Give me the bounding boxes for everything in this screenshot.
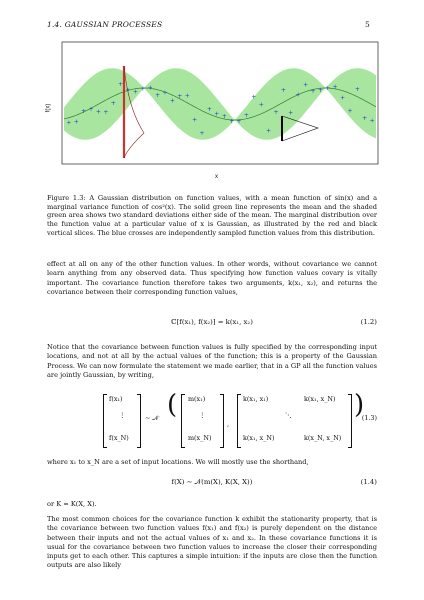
sample-cross: + — [295, 91, 301, 99]
sample-cross: + — [199, 130, 205, 138]
sample-cross: + — [332, 83, 338, 91]
equation-1-2 — [47, 318, 377, 330]
sample-cross: + — [317, 86, 323, 94]
sample-cross: + — [266, 127, 272, 135]
y-axis-label: f(x) — [45, 103, 52, 113]
sample-cross: + — [66, 119, 72, 127]
mat-k-NN: k(x_N, x_N) — [304, 434, 342, 442]
sample-cross: + — [340, 94, 346, 102]
vec-f-dots: ⋮ — [119, 411, 126, 419]
sample-cross: + — [229, 118, 235, 126]
vec-m-dots: ⋮ — [199, 411, 206, 419]
mat-k-11: k(x₁, x₁) — [243, 395, 269, 403]
sample-cross: + — [354, 85, 360, 93]
sample-cross: + — [347, 107, 353, 115]
mat-k-1N: k(x₁, x_N) — [304, 395, 336, 403]
paragraph-1: effect at all on any of the other function values. In other words, without covariance we cannot learn anything from any observed data. Thus specifying how function values covary is vitally important. The covariance function therefore takes two arguments, k(x₁, x₂), and returns the covariance between their corresponding function values, — [47, 260, 377, 296]
sample-cross: + — [243, 111, 249, 119]
equation-1-3-number: (1.3) — [361, 414, 377, 422]
gp-figure — [40, 38, 385, 188]
mat-k-N1: k(x₁, x_N) — [243, 434, 275, 442]
equation-1-2-number: (1.2) — [360, 318, 377, 326]
sample-cross: + — [325, 84, 331, 92]
sample-cross: + — [258, 101, 264, 109]
sample-cross: + — [118, 80, 124, 88]
mat-k-dots: ⋱ — [285, 411, 292, 419]
vec-f-last: f(x_N) — [109, 434, 129, 442]
equation-1-2-body: ℂ[f(x₁), f(x₂)] = k(x₁, x₂) — [171, 318, 253, 326]
sample-cross: + — [192, 116, 198, 124]
sample-cross: + — [236, 118, 242, 126]
sample-cross: + — [280, 87, 286, 95]
running-header-section: 1.4. GAUSSIAN PROCESSES — [47, 20, 163, 29]
equation-1-3: f(x₁) ⋮ f(x_N) ∼ 𝒩 ( m(x₁) ⋮ m(x_N) , k(x₁, x₁) k(x₁, x_N) ⋱ k(x₁, x_N) k(x_N, x_N) ) (1.3) — [47, 392, 377, 452]
sample-cross: + — [369, 117, 375, 125]
paragraph-4: or K = K(X, X). — [47, 500, 97, 508]
equation-1-4-body: f(X) ∼ 𝒩(m(X), K(X, X)) — [171, 478, 253, 486]
sample-cross: + — [140, 85, 146, 93]
sample-cross: + — [81, 108, 87, 116]
sim-normal: ∼ 𝒩 — [145, 414, 159, 422]
sample-cross: + — [206, 105, 212, 113]
equation-1-4 — [47, 478, 377, 490]
sample-cross: + — [177, 93, 183, 101]
vec-f-first: f(x₁) — [109, 395, 123, 403]
x-axis-label: x — [215, 174, 218, 180]
vec-m-first: m(x₁) — [188, 395, 206, 403]
paragraph-3: where x₁ to x_N are a set of input locations. We will mostly use the shorthand, — [47, 458, 309, 466]
sample-cross: + — [155, 92, 161, 100]
equation-1-4-number: (1.4) — [360, 478, 377, 486]
sample-cross: + — [147, 84, 153, 92]
sample-cross: + — [310, 87, 316, 95]
sample-cross: + — [73, 118, 79, 126]
sample-cross: + — [251, 93, 257, 101]
sample-cross: + — [110, 100, 116, 108]
sample-cross: + — [303, 81, 309, 89]
sample-cross: + — [169, 97, 175, 105]
sample-cross: + — [214, 110, 220, 118]
figure-caption: Figure 1.3: A Gaussian distribution on function values, with a mean function of sin(x) and a marginal variance function of cos²(x). The solid green line represents the mean and the shaded green area shows two standard deviations either side of the mean. The marginal distribution over the function value at a particular value of x is Gaussian, as illustrated by the red and black vertical slices. The blue crosses are independently sampled function values from this distribution. — [47, 194, 377, 237]
vec-m-last: m(x_N) — [188, 434, 212, 442]
sample-cross: + — [95, 108, 101, 116]
page-number: 5 — [365, 20, 370, 29]
sample-cross: + — [362, 115, 368, 123]
paragraph-2: Notice that the covariance between function values is fully specified by the corresponding input locations, and not at all by the actual values of the function; this is a property of the Gaussian Process. We can now formulate the statement we made earlier, that in a GP all the function values are jointly Gaussian, by writing, — [47, 343, 377, 379]
sample-cross: + — [184, 92, 190, 100]
sample-cross: + — [221, 113, 227, 121]
sample-cross: + — [273, 109, 279, 117]
sample-cross: + — [125, 87, 131, 95]
sample-cross: + — [132, 88, 138, 96]
sample-cross: + — [288, 109, 294, 117]
sample-cross: + — [88, 106, 94, 114]
paragraph-5: The most common choices for the covariance function k exhibit the stationarity property, that is the covariance between two function values f(x₁) and f(x₂) is purely dependent on the distance between their inputs and not the actual values of x₁ and x₂. In these covariance functions it is usual for the covariance between two function values to increase the closer their corresponding inputs get to each other. This captures a simple intuition: if the inputs are close then the function outputs are also likely — [47, 515, 377, 570]
sample-cross: + — [103, 108, 109, 116]
sample-cross: + — [162, 89, 168, 97]
